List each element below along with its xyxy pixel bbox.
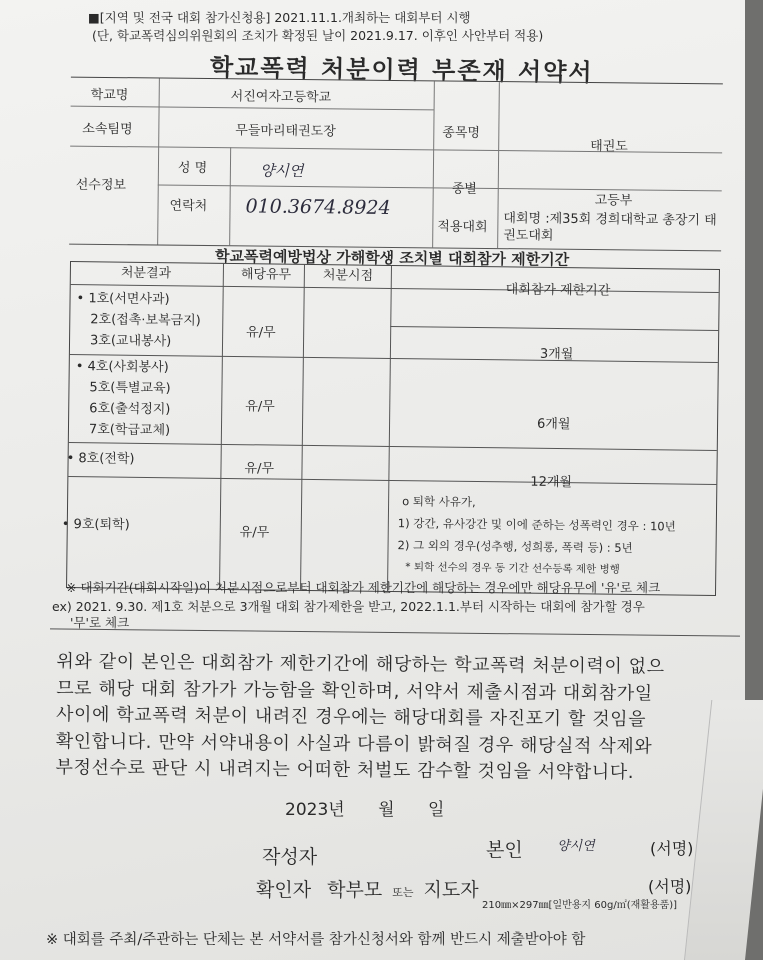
footer-note: ※ 대회를 주최/주관하는 단체는 본 서약서를 참가신청서와 함께 반드시 제출받아야 함 [46,932,586,948]
sport-value: 태권도 [590,139,628,155]
self-label: 본인 [486,839,523,861]
table-row: • 1호(서면사과) 2호(접촉·보복금지) 3호(교내봉사) [76,291,201,350]
category-value: 고등부 [594,193,633,209]
divider [50,628,740,636]
table-row: • 4호(사회봉사) 5호(특별교육) 6호(출석정지) 7호(학급교체) [75,359,171,439]
category-label: 종별 [451,181,477,197]
contact-value: 010.3674.8924 [245,195,391,219]
event-label: 적용대회 [437,219,488,235]
team-label: 소속팀명 [82,121,133,138]
event-value: 대회명 :제35회 경희대학교 총장기 태권도대회 [503,211,717,244]
player-info-label: 선수정보 [75,177,127,194]
note-3: '무'로 체크 [70,615,130,630]
row2-applies: 유/무 [245,399,275,415]
self-signature-name: 양시연 [557,839,595,854]
penalty-col-time: 처분시점 [322,268,374,284]
pledge-date: 2023년 월 일 [285,800,445,820]
school-value: 서진여자고등학교 [230,89,332,106]
row2-period: 6개월 [536,416,571,433]
player-info-table [69,77,723,252]
team-value: 무들마리태권도장 [235,123,336,140]
writer-label: 작성자 [262,846,318,868]
row1-applies: 유/무 [246,325,276,341]
school-label: 학교명 [90,87,129,104]
row4-applies: 유/무 [239,525,270,541]
table-row: • 9호(퇴학) [61,516,130,533]
penalty-table-title: 학교폭력예방법상 가해학생 조치별 대회참가 제한기간 [214,247,570,269]
confirmer-line: 확인자 학부모 또는 지도자 [256,879,479,901]
sport-label: 종목명 [442,125,481,141]
row3-period: 12개월 [530,474,573,491]
table-row: • 8호(전학) [66,451,135,467]
name-value: 양시연 [259,161,304,181]
pledge-text: 위와 같이 본인은 대회참가 제한기간에 해당하는 학교폭력 처분이력이 없으 므로 해당 대회 참가가 가능함을 확인하며, 서약서 제출시점과 대회참가일 사이에 학교폭력 처분이 내려진 경우에는 해당대회를 자진포기 할 것임을 확인합니다. 만약 서약내용이 사실과 다름이 밝혀질 경우 해당실적 삭제와 부정선수로 판단 시 내려지는 어떠한 처벌도 감수할 것임을 서약합니다. [55,651,665,784]
row3-applies: 유/무 [244,461,275,477]
paper-spec: 210㎜×297㎜[일반용지 60g/㎡(재활용품)] [482,900,678,911]
penalty-col-applies: 해당유무 [240,267,292,283]
header-line-1: ■[지역 및 전국 대회 참가신청용] 2021.11.1.개최하는 대회부터 시행 [88,10,471,25]
row1-period: 3개월 [539,346,574,363]
contact-label: 연락처 [169,198,208,215]
self-seal: (서명) [650,839,694,858]
header-line-2: (단, 학교폭력심의위원회의 조치가 확정된 날이 2021.9.17. 이후인 사안부터 적용) [92,28,544,43]
confirmer-seal: (서명) [648,877,692,896]
penalty-col-period: 대회참가 제한기간 [505,282,611,299]
note-1: ※ 대회기간(대회시작일)이 처분시점으로부터 대회참가 제한기간에 해당하는 경우에만 해당유무에 '유'로 체크 [66,580,661,595]
penalty-table [61,261,720,596]
name-label: 성 명 [177,160,208,177]
note-2: ex) 2021. 9.30. 제1호 처분으로 3개월 대회 참가제한을 받고, 2022.1.1.부터 시작하는 대회에 참가할 경우 [52,599,645,614]
document-title: 학교폭력 처분이력 부존재 서약서 [209,53,594,87]
penalty-col-result: 처분결과 [120,265,172,282]
row4-period: o 퇴학 사유가, 1) 강간, 유사강간 및 이에 준하는 성폭력인 경우 : 10년 2) 그 외의 경우(성추행, 성희롱, 폭력 등) : 5년 * 퇴학 선수의 경우 동 기간 선수등록 제한 병행 [397,494,676,576]
